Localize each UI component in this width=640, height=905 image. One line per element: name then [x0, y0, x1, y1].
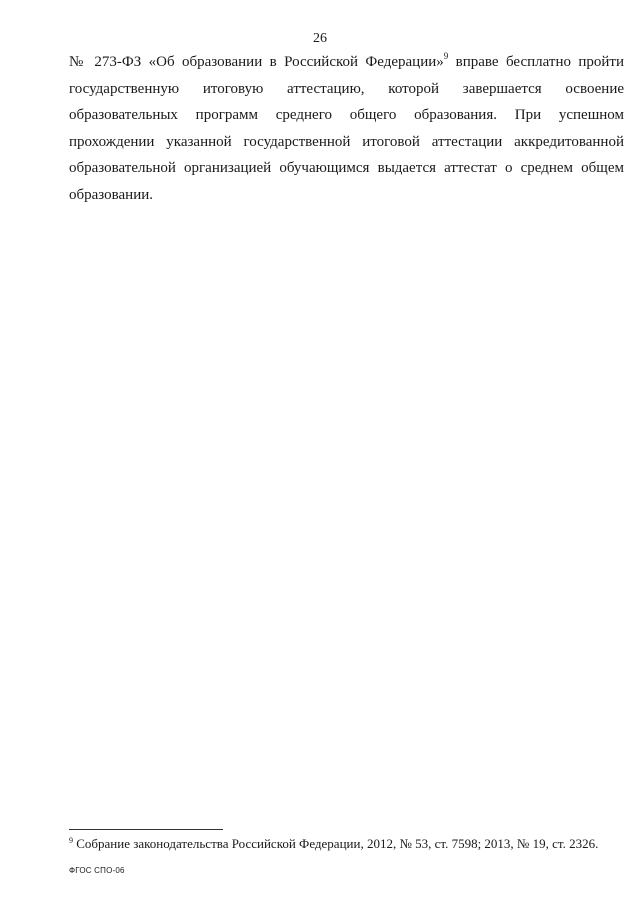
footnote-reference[interactable]: 9 [443, 51, 449, 61]
footnote-text: Собрание законодательства Российской Федерации, 2012, № 53, ст. 7598; 2013, № 19, ст. 2326. [73, 836, 599, 851]
body-line-1 [69, 49, 624, 76]
body-paragraph [69, 49, 624, 209]
footnote-divider [69, 829, 223, 830]
law-reference-text: № 273-ФЗ «Об образовании в Российской Федерации» [69, 54, 444, 70]
body-line-6: образовании. [69, 186, 154, 203]
document-code: ФГОС СПО-06 [69, 866, 125, 875]
body-line-3: образовательных программ среднего общего образования. При успешном [69, 107, 624, 124]
footnote [69, 836, 624, 852]
page-number: 26 [313, 31, 327, 46]
body-line-4: прохождении указанной государственной итоговой аттестации аккредитованной [69, 133, 624, 150]
footnote-marker: 9 [69, 836, 73, 845]
body-line-1-continuation: вправе бесплатно пройти [448, 54, 625, 70]
body-line-5: образовательной организацией обучающимся выдается аттестат о среднем общем [69, 160, 624, 177]
body-line-2: государственную итоговую аттестацию, которой завершается освоение [69, 80, 624, 97]
